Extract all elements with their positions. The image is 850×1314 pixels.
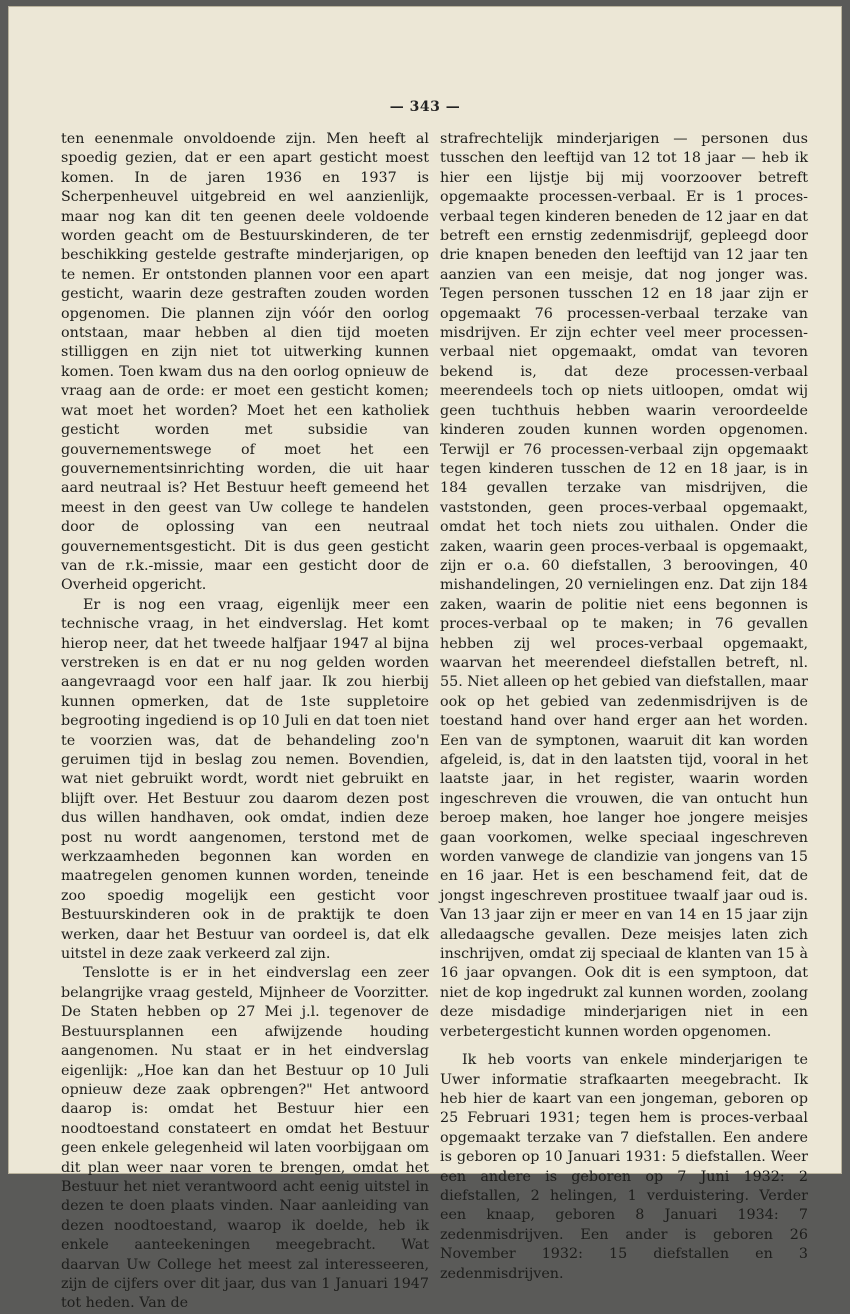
left-paragraph-1: ten eenenmale onvoldoende zijn. Men heeft al spoedig gezien, dat er een apart gesticht moest komen. In de jaren 1936 en 1937 is Scherpenheuvel uitgebreid en wel aanzienlijk, maar nog kan dit ten geenen deele voldoende worden geacht om de Bestuurskinderen, de ter beschikking gestelde gestrafte minderjarigen, op te nemen. Er ontstonden plannen voor een apart gesticht, waarin deze gestraften zouden worden opgenomen. Die plannen zijn vóór den oorlog ontstaan, maar hebben al dien tijd moeten stilliggen en zijn niet tot uitwerking kunnen komen. Toen kwam dus na den oorlog opnieuw de vraag aan de orde: er moet een gesticht komen; wat moet het worden? Moet het een katholiek gesticht worden met subsidie van gouvernementswege of moet het een gouvernementsinrichting worden, die uit haar aard neutraal is? Het Bestuur heeft gemeend het meest in den geest van Uw college te handelen door de oplossing van een neutraal gouvernementsgesticht. Dit is dus geen gesticht van de r.k.-missie, maar een gesticht door de Overheid opgericht.: [61, 131, 429, 594]
left-paragraph-3: Tenslotte is er in het eindverslag een zeer belangrijke vraag gesteld, Mijnheer de Voorzitter. De Staten hebben op 27 Mei j.l. tegenover de Bestuursplannen een afwijzende houding aangenomen. Nu staat er in het eindverslag eigenlijk: „Hoe kan dan het Bestuur op 10 Juli opnieuw deze zaak opbrengen?" Het antwoord daarop is: omdat het Bestuur hier een noodtoestand constateert en omdat het Bestuur geen enkele gelegenheid wil laten voorbijgaan om dit plan weer naar voren te brengen, omdat het Bestuur het niet verantwoord acht eenig uitstel in dezen te doen plaats vinden. Naar aanleiding van dezen noodtoestand, waarop ik doelde, heb ik enkele aanteekeningen meegebracht. Wat daarvan Uw College het meest zal interesseeren, zijn de cijfers over dit jaar, dus van 1 Januari 1947 tot heden. Van de: [61, 965, 429, 1312]
left-column: [61, 130, 429, 1314]
right-column: [440, 130, 808, 1284]
left-paragraph-2: Er is nog een vraag, eigenlijk meer een technische vraag, in het eindverslag. Het komt hierop neer, dat het tweede halfjaar 1947 al bijna verstreken is en dat er nu nog gelden worden aangevraagd voor een half jaar. Ik zou hierbij kunnen opmerken, dat de 1ste suppletoire begrooting ingediend is op 10 Juli en dat toen niet te voorzien was, dat de behandeling zoo'n geruimen tijd in beslag zou nemen. Bovendien, wat niet gebruikt wordt, wordt niet gebruikt en blijft over. Het Bestuur zou daarom dezen post dus willen handhaven, ook omdat, indien deze post nu wordt aangenomen, terstond met de werkzaamheden begonnen kan worden en maatregelen genomen kunnen worden, teneinde zoo spoedig mogelijk een gesticht voor Bestuurskinderen ook in de praktijk te doen werken, daar het Bestuur van oordeel is, dat elk uitstel in deze zaak verkeerd zal zijn.: [61, 596, 429, 963]
page-number: — 343 —: [389, 99, 461, 115]
right-paragraph-1: strafrechtelijk minderjarigen — personen dus tusschen den leeftijd van 12 tot 18 jaar — heb ik hier een lijstje bij mij voorzoover betreft opgemaakte processen-verbaal. Er is 1 proces-verbaal tegen kinderen beneden de 12 jaar en dat betreft een ernstig zedenmisdrijf, gepleegd door drie knapen beneden den leeftijd van 12 jaar ten aanzien van een meisje, dat nog jonger was. Tegen personen tusschen 12 en 18 jaar zijn er opgemaakt 76 processen-verbaal terzake van misdrijven. Er zijn echter veel meer processen-verbaal niet opgemaakt, omdat van tevoren bekend is, dat deze processen-verbaal meerendeels toch op niets uitloopen, omdat wij geen tuchthuis hebben waarin veroordeelde kinderen zouden kunnen worden opgenomen. Terwijl er 76 processen-verbaal zijn opgemaakt tegen kinderen tusschen de 12 en 18 jaar, is in 184 gevallen terzake van misdrijven, die vaststonden, geen proces-verbaal opgemaakt, omdat het toch niets zou uithalen. Onder die zaken, waarin geen proces-verbaal is opgemaakt, zijn er o.a. 60 diefstallen, 3 beroovingen, 40 mishandelingen, 20 vernielingen enz. Dat zijn 184 zaken, waarin de politie niet eens begonnen is proces-verbaal op te maken; in 76 gevallen hebben zij wel proces-verbaal opgemaakt, waarvan het meerendeel diefstallen betreft, nl. 55. Niet alleen op het gebied van diefstallen, maar ook op het gebied van zedenmisdrijven is de toestand hand over hand erger aan het worden. Een van de symptonen, waaruit dit kan worden afgeleid, is, dat in den laatsten tijd, vooral in het laatste jaar, in het register, waarin worden ingeschreven die vrouwen, die van ontucht hun beroep maken, hoe langer hoe jongere meisjes gaan voorkomen, welke speciaal ingeschreven worden vanwege de clandizie van jongens van 15 en 16 jaar. Het is een beschamend feit, dat de jongst ingeschreven prostituee twaalf jaar oud is. Van 13 jaar zijn er meer en van 14 en 15 jaar zijn alledaagsche gevallen. Deze meisjes laten zich inschrijven, omdat zij speciaal de klanten van 15 à 16 jaar opvangen. Ook dit is een symptoon, dat niet de kop ingedrukt zal kunnen worden, zoolang deze misdadige minderjarigen niet in een verbetergesticht kunnen worden opgenomen.: [440, 131, 808, 1040]
right-paragraph-2: Ik heb voorts van enkele minderjarigen te Uwer informatie strafkaarten meegebracht. Ik heb hier de kaart van een jongeman, geboren op 25 Februari 1931; tegen hem is proces-verbaal opgemaakt terzake van 7 diefstallen. Een andere is geboren op 10 Januari 1931: 5 diefstallen. Weer een andere is geboren op 7 Juni 1932: 2 diefstallen, 2 helingen, 1 verduistering. Verder een knaap, geboren 8 Januari 1934: 7 zedenmisdrijven. Een ander is geboren 26 November 1932: 15 diefstallen en 3 zedenmisdrijven.: [440, 1052, 808, 1282]
document-page: [8, 6, 842, 1312]
